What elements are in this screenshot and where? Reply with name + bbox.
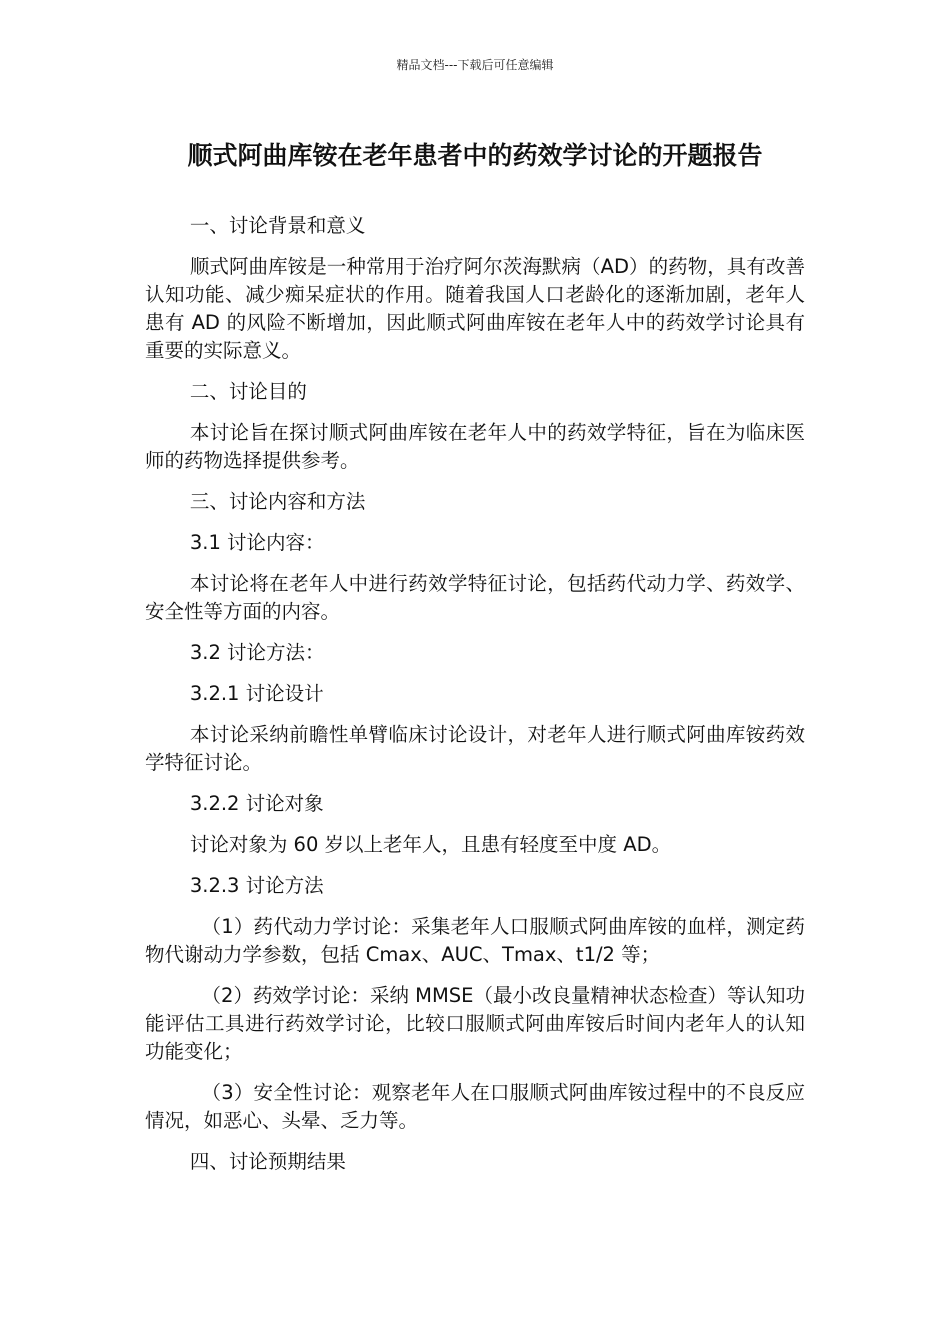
section-heading: 四、讨论预期结果 bbox=[189, 1150, 346, 1173]
page-header: 精品文档---下载后可任意编辑 bbox=[396, 58, 554, 72]
list-item: （1）药代动力学讨论：采集老年人口服顺式阿曲库铵的血样，测定药物代谢动力学参数，包括 Cmax、AUC、Tmax、t1/2 等； bbox=[145, 915, 805, 966]
document-body bbox=[145, 212, 805, 1189]
subsection-heading: 3.2 讨论方法： bbox=[189, 641, 325, 664]
subsection-heading: 3.2.1 讨论设计 bbox=[189, 682, 324, 705]
subsection-heading: 3.1 讨论内容： bbox=[189, 531, 325, 554]
list-item: （2）药效学讨论：采纳 MMSE（最小改良量精神状态检查）等认知功能评估工具进行药效学讨论，比较口服顺式阿曲库铵后时间内老年人的认知功能变化； bbox=[145, 984, 805, 1063]
section-heading: 一、讨论背景和意义 bbox=[189, 214, 366, 237]
subsection-heading: 3.2.3 讨论方法 bbox=[189, 874, 324, 897]
paragraph: 顺式阿曲库铵是一种常用于治疗阿尔茨海默病（AD）的药物，具有改善认知功能、减少痴呆症状的作用。随着我国人口老龄化的逐渐加剧，老年人患有 AD 的风险不断增加，因此顺式阿曲库铵在老年人中的药效学讨论具有重要的实际意义。 bbox=[145, 255, 805, 362]
paragraph: 本讨论将在老年人中进行药效学特征讨论，包括药代动力学、药效学、安全性等方面的内容。 bbox=[145, 572, 805, 623]
section-heading: 三、讨论内容和方法 bbox=[189, 490, 366, 513]
paragraph: 本讨论旨在探讨顺式阿曲库铵在老年人中的药效学特征，旨在为临床医师的药物选择提供参考。 bbox=[145, 421, 805, 472]
document-title: 顺式阿曲库铵在老年患者中的药效学讨论的开题报告 bbox=[187, 141, 763, 170]
section-heading: 二、讨论目的 bbox=[189, 380, 307, 403]
paragraph: 讨论对象为 60 岁以上老年人，且患有轻度至中度 AD。 bbox=[189, 833, 672, 856]
list-item: （3）安全性讨论：观察老年人在口服顺式阿曲库铵过程中的不良反应情况，如恶心、头晕、乏力等。 bbox=[145, 1081, 805, 1132]
paragraph: 本讨论采纳前瞻性单臂临床讨论设计，对老年人进行顺式阿曲库铵药效学特征讨论。 bbox=[145, 723, 805, 774]
subsection-heading: 3.2.2 讨论对象 bbox=[189, 792, 324, 815]
